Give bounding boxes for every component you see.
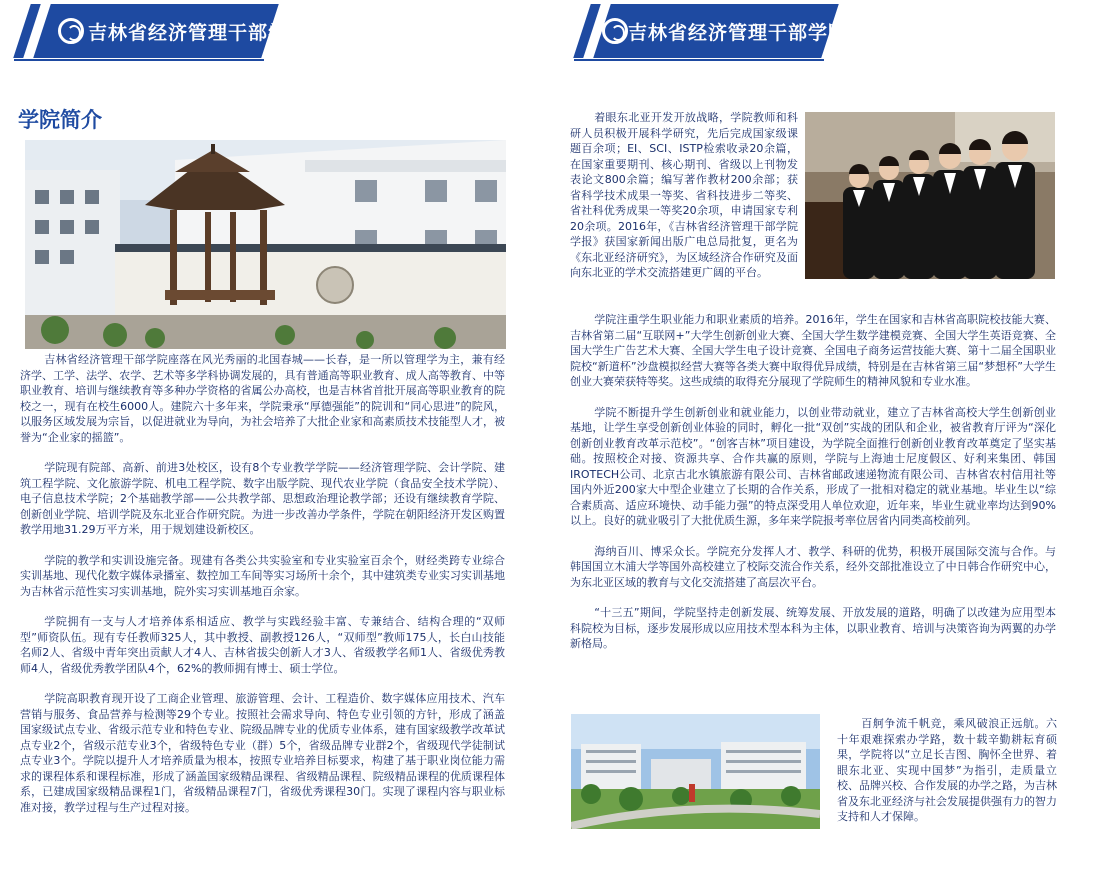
international-paragraph: 海纳百川、博采众长。学院充分发挥人才、教学、科研的优势，积极开展国际交流与合作。与韩国国立木浦大学等国外高校建立了校际交流合作关系，经外交部批准设立了中日韩合作研究中心，为东北亚区域的教育与文化交流搭建了高层次平台。 xyxy=(570,544,1056,589)
skills-paragraph: 学院注重学生职业能力和职业素质的培养。2016年，学生在国家和吉林省高职院校技能大赛、吉林省第二届“互联网+”大学生创新创业大赛、全国大学生数学建模竞赛、全国大学生英语竞赛、全国大学生广告艺术大赛、全国大学生电子设计竞赛、全国电子商务运营技能大赛、第十二届全国职业院校“新道杯”沙盘模拟经营大赛等各类大赛中取得优异成绩，特别是在吉林省第三届“梦想杯”大学生创业大赛荣获特等奖。这些成绩的取得充分展现了学院师生的精神风貌和专业水准。 xyxy=(570,313,1056,388)
left-header-banner xyxy=(0,4,309,58)
research-paragraph: 着眼东北亚开发开放战略，学院教师和科研人员积极开展科学研究，先后完成国家级课题百余项；EI、SCI、ISTP检索收录20余篇，在国家重要期刊、核心期刊、省级以上刊物发表论文800余篇；编写著作教材200余部；获省科学技术成果一等奖、省科技进步二等奖、省社科优秀成果一等奖20余项，申请国家专利20余项。2016年，《吉林省经济管理干部学院学报》获国家新闻出版广电总局批复，更名为《东北亚经济研究》，为区域经济合作研究及面向东北亚的学术交流搭建更广阔的平台。 xyxy=(570,111,798,279)
majors-paragraph: 学院高职教育现开设了工商企业管理、旅游管理、会计、工程造价、数字媒体应用技术、汽车营销与服务、食品营养与检测等29个专业。按照社会需求导向、特色专业引领的方针，形成了涵盖国家级试点专业、省级示范专业和特色专业、院级品牌专业的优质专业体系，建有国家级教学改革试点专业2个，省级示范专业3个，省级特色专业（群）5个，省级品牌专业群2个，省级现代学徒制试点专业3个。学院以提升人才培养质量为根本，按照专业培养目标要求，构建了基于职业岗位能力需求的课程体系和课程标准，形成了涵盖国家级精品课程、省级精品课程、院级精品课程的优质课程体系，已建成国家级精品课程1门，省级精品课程7门，省级优秀课程30门。实现了课程内容与职业标准对接，教学过程与生产过程对接。 xyxy=(20,692,505,814)
right-header-banner xyxy=(560,4,850,58)
left-text-column xyxy=(20,352,505,815)
closing-paragraph: 百舸争流千帆竞，乘风破浪正远航。六十年艰难探索办学路，数十载辛勤耕耘育硕果，学院将以“立足长吉图、胸怀全世界、着眼东北亚、实现中国梦”为指引，走质量立校、品牌兴校、合作发展的办学之路，为吉林省及东北亚经济与社会发展提供强有力的智力支持和人才保障。 xyxy=(837,717,1057,823)
intro-paragraph: 吉林省经济管理干部学院座落在风光秀丽的北国春城——长春，是一所以管理学为主，兼有经济学、工学、法学、农学、艺术等多学科协调发展的，具有普通高等职业教育、成人高等教育、中等职业教育、培训与继续教育等多种办学资格的省属公办高校，也是吉林省首批开展高等职业教育的院校之一，现有在校生6000人。建院六十多年来，学院秉承“厚德强能”的院训和“同心思进”的院风，以服务区域发展为宗旨，以促进就业为导向，为社会培养了大批企业家和高素质技术技能型人才，被誉为“企业家的摇篮”。 xyxy=(20,353,505,444)
employment-paragraph: 学院不断提升学生创新创业和就业能力，以创业带动就业，建立了吉林省高校大学生创新创业基地，让学生享受创新创业体验的同时，孵化一批“双创”实战的团队和企业，被省教育厅评为“深化创新创业教育改革示范校”。“创客吉林”项目建设，为学院全面推行创新创业教育改革奠定了坚实基础。按照校企对接、资源共享、合作共赢的原则，学院与上海迪士尼度假区、好利来集团、韩国IROTECH公司、北京古北水镇旅游有限公司、吉林省邮政速递物流有限公司、吉林省农村信用社等国内外近200家大中型企业建立了长期的合作关系，形成了一批相对稳定的就业基地。毕业生以“综合素质高、适应环境快、动手能力强”的特点深受用人单位欢迎，近年来，毕业生就业率均达到90%以上。良好的就业吸引了大批优质生源，多年来学院报考率位居省内同类高校前列。 xyxy=(570,405,1056,527)
college-logo-icon xyxy=(602,18,628,44)
facilities-paragraph: 学院的教学和实训设施完备。现建有各类公共实验室和专业实验室百余个，财经类跨专业综合实训基地、现代化数字媒体录播室、数控加工车间等实习场所十余个，其中建筑类专业实习实训基地为吉林省示范性实习实训基地，院外实习实训基地百余家。 xyxy=(20,553,505,598)
banner-rule xyxy=(14,59,264,61)
college-name: 吉林省经济管理干部学院 xyxy=(88,22,309,44)
campus-pavilion-photo xyxy=(25,140,506,349)
section-title: 学院简介 xyxy=(18,108,102,132)
faculty-paragraph: 学院拥有一支与人才培养体系相适应、教学与实践经验丰富、专兼结合、结构合理的“双师型”师资队伍。现有专任教师325人，其中教授、副教授126人，“双师型”教师175人，长白山技能名师2人、省级中青年突出贡献人才4人、吉林省拔尖创新人才3人、省级教学名师1人、省级优秀教师4人，省级优秀教学团队4个，62%的教师拥有博士、硕士学位。 xyxy=(20,615,505,675)
college-name: 吉林省经济管理干部学院 xyxy=(628,22,849,44)
campus-aerial-photo xyxy=(571,714,820,829)
closing-paragraph-block xyxy=(837,716,1057,825)
banner-rule xyxy=(574,59,824,61)
campus-paragraph: 学院现有院部、高新、前进3处校区，设有8个专业教学学院——经济管理学院、会计学院、建筑工程学院、文化旅游学院、机电工程学院、数字出版学院、现代农业学院（食品安全技术学院）、电子信息技术学院；2个基础教学部——公共教学部、思想政治理论教学部；还设有继续教育学院、创新创业学院、培训学院及东北亚合作研究院。为进一步改善办学条件，学院在朝阳经济开发区购置教学用地31.29万平方米，用于规划建设新校区。 xyxy=(20,461,505,536)
students-group-photo xyxy=(805,112,1055,279)
plan-paragraph: “十三五”期间，学院坚持走创新发展、统筹发展、开放发展的道路，明确了以改建为应用型本科院校为目标，逐步发展形成以应用技术型本科为主体，以职业教育、培训与决策咨询为两翼的办学新格局。 xyxy=(570,606,1056,650)
right-text-column xyxy=(570,312,1056,652)
research-paragraph-block xyxy=(570,110,798,281)
college-logo-icon xyxy=(58,18,84,44)
